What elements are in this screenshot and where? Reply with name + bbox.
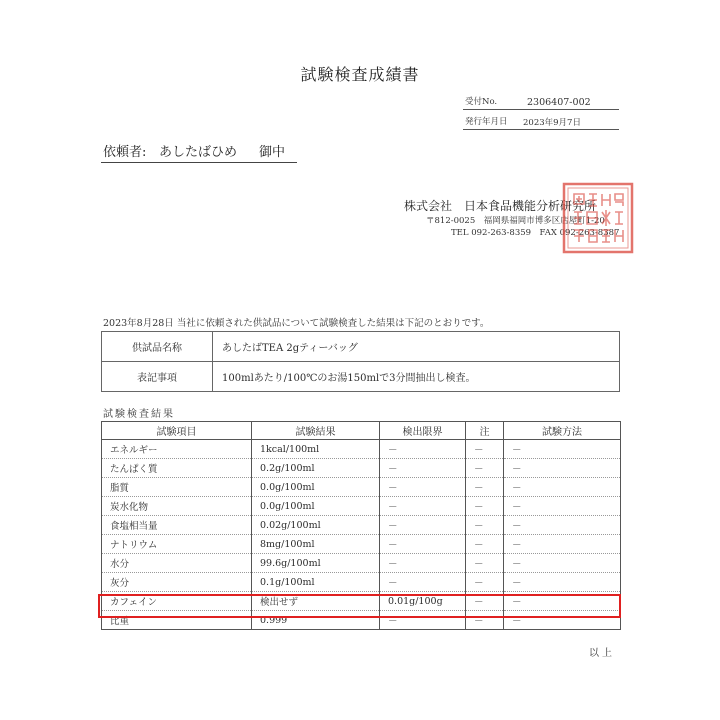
test-result: 0.1g/100ml	[252, 573, 380, 592]
caffeine-highlight-box	[98, 594, 621, 618]
test-result: 0.0g/100ml	[252, 478, 380, 497]
test-method: －	[504, 611, 621, 630]
test-result: 0.999	[252, 611, 380, 630]
test-method: －	[504, 440, 621, 459]
header-detection-limit: 検出限界	[380, 422, 466, 440]
client-name: あしたばひめ	[159, 145, 238, 160]
detection-limit: －	[380, 535, 466, 554]
note: －	[466, 459, 504, 478]
note: －	[466, 573, 504, 592]
test-result: 検出せず	[252, 592, 380, 611]
sample-info-row	[102, 362, 620, 392]
test-item: 比重	[102, 611, 252, 630]
test-result: 0.0g/100ml	[252, 497, 380, 516]
header-test-item: 試験項目	[102, 422, 252, 440]
client-line	[101, 142, 297, 163]
detection-limit: －	[380, 611, 466, 630]
header-result: 試験結果	[252, 422, 380, 440]
detection-limit: －	[380, 478, 466, 497]
test-item: 炭水化物	[102, 497, 252, 516]
note: －	[466, 554, 504, 573]
receipt-number: 2306407-002	[527, 97, 591, 108]
sample-notes-label: 表記事項	[102, 362, 213, 392]
table-row	[102, 478, 621, 497]
test-item: 水分	[102, 554, 252, 573]
sample-info-table	[101, 331, 620, 392]
test-item: エネルギー	[102, 440, 252, 459]
intro-text: 2023年8月28日 当社に依頼された供試品について試験検査した結果は下記のとおりです。	[103, 318, 490, 329]
header-method: 試験方法	[504, 422, 621, 440]
table-row	[102, 554, 621, 573]
client-suffix: 御中	[259, 145, 286, 160]
test-method: －	[504, 459, 621, 478]
detection-limit: －	[380, 497, 466, 516]
note: －	[466, 611, 504, 630]
test-result: 1kcal/100ml	[252, 440, 380, 459]
test-method: －	[504, 554, 621, 573]
detection-limit: －	[380, 554, 466, 573]
company-seal-stamp	[562, 182, 634, 254]
test-method: －	[504, 478, 621, 497]
company-name: 株式会社 日本食品機能分析研究所	[404, 199, 597, 213]
test-item: たんぱく質	[102, 459, 252, 478]
test-item: カフェイン	[102, 592, 252, 611]
section-title: 試験検査結果	[103, 409, 175, 420]
detection-limit: 0.01g/100g	[380, 592, 466, 611]
client-label: 依頼者:	[103, 145, 147, 160]
test-result: 0.2g/100ml	[252, 459, 380, 478]
table-row	[102, 497, 621, 516]
test-result: 0.02g/100ml	[252, 516, 380, 535]
issue-date: 2023年9月7日	[523, 118, 581, 128]
sample-name-value: あしたばTEA 2gティーバッグ	[213, 332, 620, 362]
receipt-label: 受付No.	[465, 97, 498, 107]
test-method: －	[504, 497, 621, 516]
note: －	[466, 497, 504, 516]
sample-notes-value: 100mlあたり/100℃のお湯150mlで3分間抽出し検査。	[213, 362, 620, 392]
issue-date-label: 発行年月日	[465, 117, 508, 127]
test-method: －	[504, 592, 621, 611]
note: －	[466, 535, 504, 554]
detection-limit: －	[380, 440, 466, 459]
note: －	[466, 592, 504, 611]
test-item: 脂質	[102, 478, 252, 497]
detection-limit: －	[380, 459, 466, 478]
test-method: －	[504, 573, 621, 592]
table-row	[102, 535, 621, 554]
results-header-row	[102, 422, 621, 440]
test-method: －	[504, 535, 621, 554]
company-phone: TEL 092-263-8359 FAX 092-263-8387	[451, 228, 620, 238]
test-item: 食塩相当量	[102, 516, 252, 535]
table-row	[102, 573, 621, 592]
closing-text: 以上	[589, 648, 615, 659]
document-title: 試験検査成績書	[300, 65, 420, 84]
note: －	[466, 516, 504, 535]
test-item: ナトリウム	[102, 535, 252, 554]
test-method: －	[504, 516, 621, 535]
test-result: 8mg/100ml	[252, 535, 380, 554]
note: －	[466, 478, 504, 497]
test-item: 灰分	[102, 573, 252, 592]
table-row	[102, 440, 621, 459]
table-row	[102, 516, 621, 535]
header-note: 注	[466, 422, 504, 440]
receipt-number-row	[463, 93, 619, 110]
company-address: 〒812-0025 福岡県福岡市博多区店屋町1-20	[426, 216, 605, 226]
issue-date-row	[463, 113, 619, 130]
detection-limit: －	[380, 516, 466, 535]
table-row	[102, 459, 621, 478]
note: －	[466, 440, 504, 459]
sample-info-row	[102, 332, 620, 362]
sample-name-label: 供試品名称	[102, 332, 213, 362]
test-result: 99.6g/100ml	[252, 554, 380, 573]
detection-limit: －	[380, 573, 466, 592]
